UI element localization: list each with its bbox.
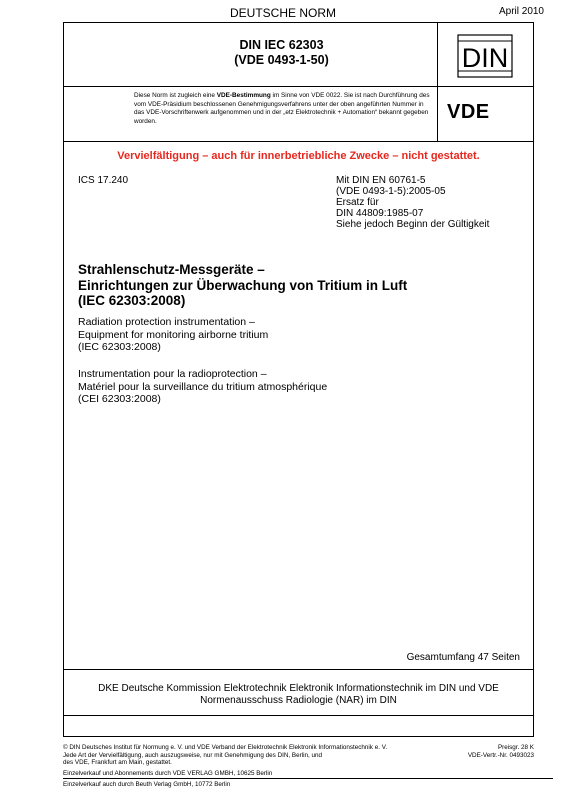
divider — [64, 141, 533, 142]
issue-date: April 2010 — [498, 6, 544, 17]
title-line: (CEI 62303:2008) — [78, 393, 161, 405]
committee — [63, 683, 534, 707]
copyright-line: des VDE, Frankfurt am Main, gestattet. — [63, 759, 172, 767]
title-line: Strahlenschutz-Messgeräte – — [78, 262, 265, 277]
vde-note-bold: VDE-Bestimmung — [216, 92, 271, 99]
copyright-line: Jede Art der Vervielfältigung, auch auszugsweise, nur mit Genehmigung des DIN, Berlin, und — [63, 751, 323, 759]
replacement-line: DIN 44809:1985-07 — [336, 208, 424, 219]
title-french — [78, 368, 327, 406]
committee-line: DKE Deutsche Kommission Elektrotechnik Elektronik Informationstechnik im DIN und VDE — [98, 683, 499, 694]
sales-line: Einzelverkauf und Abonnements durch VDE VERLAG GMBH, 10625 Berlin — [63, 770, 273, 777]
din-logo-icon — [457, 34, 513, 78]
replacement-info — [336, 175, 489, 230]
reproduction-notice: Vervielfältigung – auch für innerbetriebliche Zwecke – nicht gestattet. — [117, 150, 480, 162]
standard-number — [130, 38, 433, 68]
footer-divider — [63, 778, 553, 779]
ics-code: ICS 17.240 — [78, 175, 129, 186]
title-line: Instrumentation pour la radioprotection – — [78, 368, 267, 380]
title-line: Radiation protection instrumentation – — [78, 316, 255, 328]
sales-line: Einzelverkauf auch durch Beuth Verlag GmbH, 10772 Berlin — [63, 781, 231, 788]
title-english — [78, 316, 268, 354]
total-pages: Gesamtumfang 47 Seiten — [406, 652, 520, 663]
title-line: (IEC 62303:2008) — [78, 341, 161, 353]
divider — [64, 669, 533, 670]
vde-order-number: VDE-Vertr.-Nr. 0493023 — [467, 751, 534, 759]
vde-number: (VDE 0493-1-50) — [234, 53, 329, 67]
price-group: Preisgr. 28 K — [497, 744, 534, 751]
replacement-line: Siehe jedoch Beginn der Gültigkeit — [336, 219, 490, 230]
divider — [64, 86, 533, 87]
title-line: Einrichtungen zur Überwachung von Tritium in Luft — [78, 277, 408, 293]
replacement-line: (VDE 0493-1-5):2005-05 — [336, 186, 446, 197]
committee-line: Normenausschuss Radiologie (NAR) im DIN — [200, 695, 397, 706]
divider — [64, 715, 533, 716]
vde-note-suffix: im Sinne von VDE 0022. Sie ist nach Durchführung des vom VDE-Präsidium beschlossenen Genehmigungsverfahrens unter der oben angeführten Nummer in das VDE-Vorschriftenwerk aufgenommen und in der „etz Elektrotechnik + Automation“ bekannt gegeben worden. — [134, 92, 430, 125]
replacement-line: Mit DIN EN 60761-5 — [336, 175, 426, 186]
vde-note-prefix: Diese Norm ist zugleich eine — [134, 92, 217, 99]
vde-logo-icon: VDE — [447, 101, 490, 123]
din-number: DIN IEC 62303 — [239, 38, 324, 52]
title-german — [78, 262, 407, 309]
title-line: (IEC 62303:2008) — [78, 293, 186, 308]
din-logo-text: DIN — [461, 43, 509, 73]
vde-note — [134, 92, 434, 126]
norm-label: DEUTSCHE NORM — [229, 6, 336, 20]
title-line: Equipment for monitoring airborne tritium — [78, 328, 269, 341]
price-info — [468, 744, 534, 759]
copyright-line: © DIN Deutsches Institut für Normung e. V. und VDE Verband der Elektrotechnik Elektronik Informationstechnik e. V. — [63, 744, 388, 751]
divider — [437, 23, 438, 141]
replacement-line: Ersatz für — [336, 197, 379, 208]
title-line: Matériel pour la surveillance du tritium atmosphérique — [78, 380, 328, 393]
copyright-notice — [63, 744, 428, 767]
